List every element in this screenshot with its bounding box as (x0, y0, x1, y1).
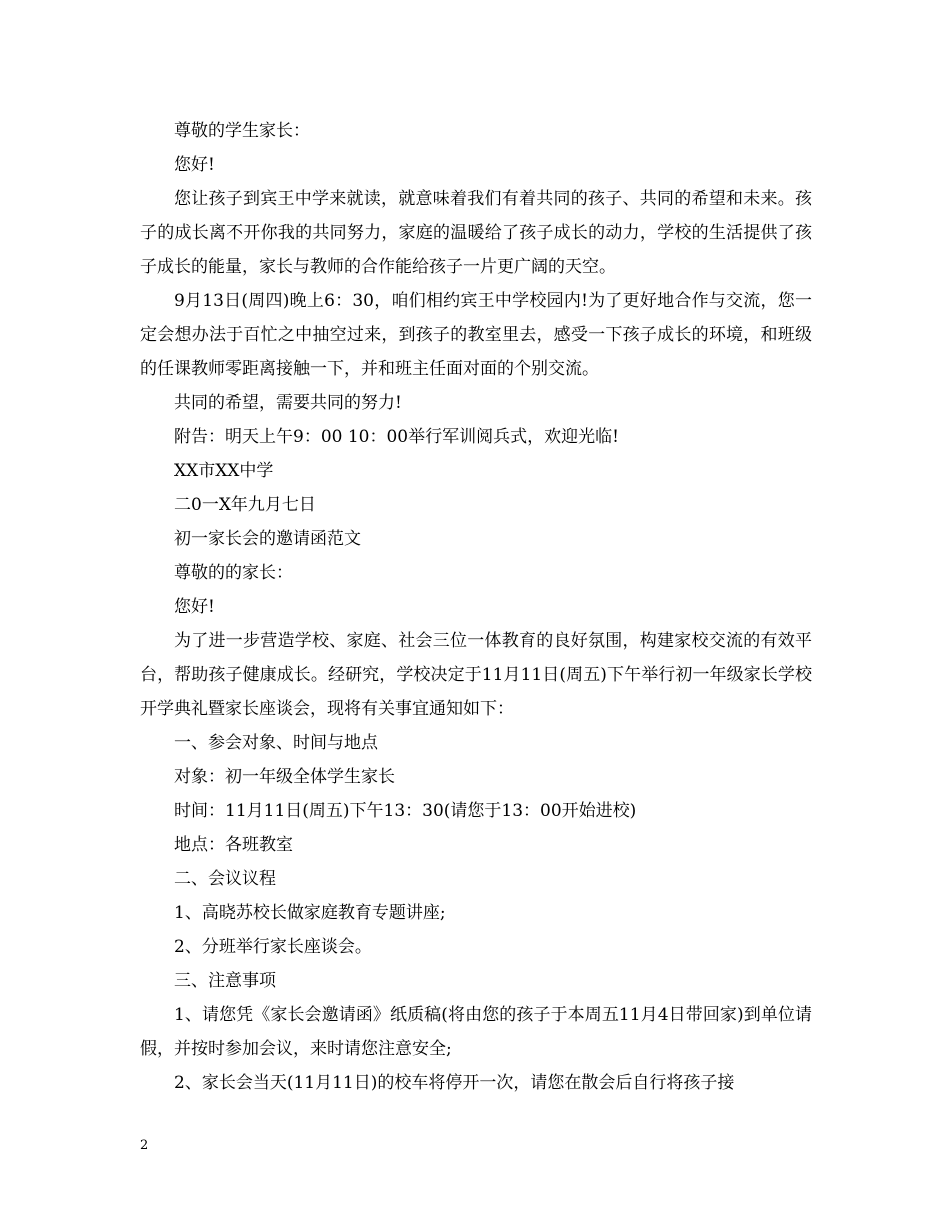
list-item: 2、家长会当天(11月11日)的校车将停开一次，请您在散会后自行将孩子接 (174, 1073, 735, 1093)
list-heading: 一、参会对象、时间与地点 (174, 733, 378, 753)
body-paragraph: 9月13日(周四)晚上6：30，咱们相约宾王中学校园内!为了更好地合作与交流，您一定会想办法于百忙之中抽空过来，到孩子的教室里去，感受一下孩子成长的环境，和班级的任课教师零距离接触一下，并和班主任面对面的个别交流。 (140, 291, 812, 379)
list-item: 1、高晓苏校长做家庭教育专题讲座; (174, 903, 446, 923)
body-paragraph: 您让孩子到宾王中学来就读，就意味着我们有着共同的孩子、共同的希望和未来。孩子的成长离不开你我的共同努力，家庭的温暖给了孩子成长的动力，学校的生活提供了孩子成长的能量，家长与教师的合作能给孩子一片更广阔的天空。 (140, 189, 812, 277)
list-item: 对象：初一年级全体学生家长 (174, 767, 395, 787)
salutation: 尊敬的学生家长： (174, 121, 310, 141)
salutation: 尊敬的的家长： (174, 563, 293, 583)
greeting: 您好! (174, 597, 215, 617)
body-paragraph: 附告：明天上午9：00 10：00举行军训阅兵式，欢迎光临! (174, 427, 619, 447)
list-item: 1、请您凭《家长会邀请函》纸质稿(将由您的孩子于本周五11月4日带回家)到单位请假，并按时参加会议，来时请您注意安全; (140, 1005, 812, 1059)
page-number: 2 (140, 1138, 149, 1153)
section-title: 初一家长会的邀请函范文 (174, 529, 361, 549)
document-body (140, 114, 812, 1100)
list-item: 2、分班举行家长座谈会。 (174, 937, 372, 957)
body-paragraph: 为了进一步营造学校、家庭、社会三位一体教育的良好氛围，构建家校交流的有效平台，帮助孩子健康成长。经研究，学校决定于11月11日(周五)下午举行初一年级家长学校开学典礼暨家长座谈会，现将有关事宜通知如下： (140, 631, 812, 719)
body-paragraph: 共同的希望，需要共同的努力! (174, 393, 402, 413)
signature-date: 二0一X年九月七日 (174, 495, 316, 515)
signature-org: XX市XX中学 (174, 461, 274, 481)
list-heading: 三、注意事项 (174, 971, 276, 991)
list-heading: 二、会议议程 (174, 869, 276, 889)
greeting: 您好! (174, 155, 215, 175)
list-item: 地点：各班教室 (174, 835, 293, 855)
list-item: 时间：11月11日(周五)下午13：30(请您于13：00开始进校) (174, 801, 637, 821)
